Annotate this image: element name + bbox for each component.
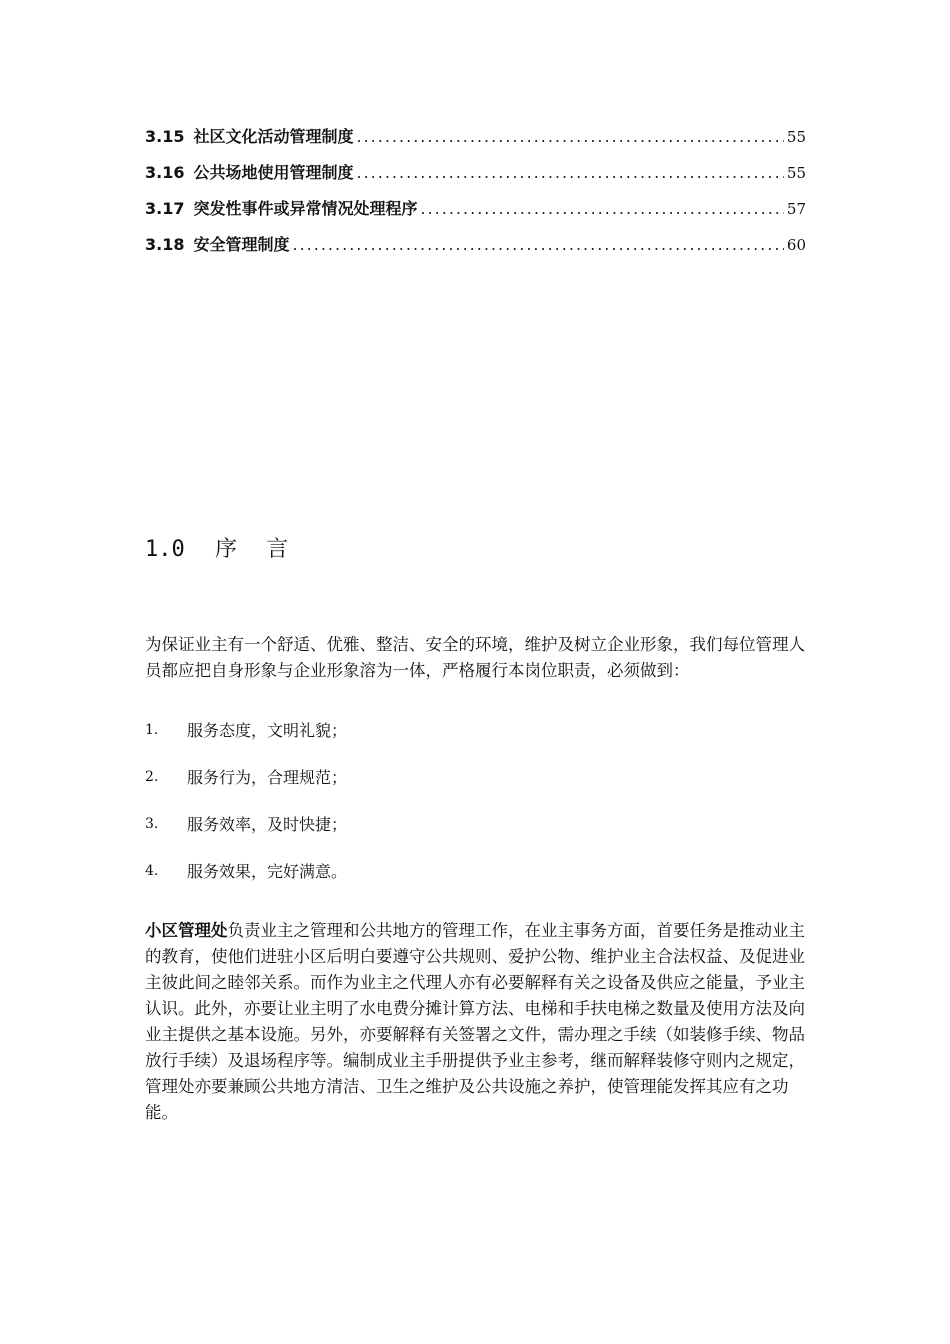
list-item-text: 服务态度，文明礼貌； (187, 721, 348, 740)
list-item (145, 800, 805, 847)
toc-entry-page: 55 (786, 164, 806, 182)
list-item-number: 1. (145, 721, 159, 738)
toc-entry[interactable] (145, 160, 806, 196)
toc-dot-leader (357, 163, 784, 182)
toc-entry[interactable] (145, 124, 806, 160)
toc-entry-number: 3.17 (145, 199, 185, 218)
toc-entry-title: 公共场地使用管理制度 (193, 163, 354, 182)
list-item-text: 服务效率，及时快捷； (187, 815, 348, 834)
list-item (145, 847, 805, 894)
paragraph-lead-term: 小区管理处 (145, 921, 228, 940)
toc-dot-leader (421, 199, 784, 218)
section-number: 1.0 (145, 537, 185, 562)
list-item-number: 4. (145, 862, 159, 879)
toc-entry-title: 突发性事件或异常情况处理程序 (193, 199, 418, 218)
list-item (145, 753, 805, 800)
toc-entry-number: 3.15 (145, 127, 185, 146)
list-item (145, 706, 805, 753)
section-title: 序 言 (215, 537, 297, 562)
toc-entry[interactable] (145, 232, 806, 268)
list-item-number: 3. (145, 815, 159, 832)
toc-entry-page: 55 (786, 128, 806, 146)
toc-entry-page: 60 (786, 236, 806, 254)
requirements-list (145, 706, 805, 894)
management-office-paragraph (145, 918, 810, 1126)
list-item-text: 服务效果，完好满意。 (187, 862, 348, 881)
table-of-contents (145, 124, 806, 268)
toc-entry-title: 社区文化活动管理制度 (193, 127, 354, 146)
toc-entry-page: 57 (786, 200, 806, 218)
toc-entry-number: 3.18 (145, 235, 185, 254)
paragraph-body: 负责业主之管理和公共地方的管理工作，在业主事务方面，首要任务是推动业主的教育，使他们进驻小区后明白要遵守公共规则、爱护公物、维护业主合法权益、及促进业主彼此间之睦邻关系。而作为业主之代理人亦有必要解释有关之设备及供应之能量，予业主认识。此外，亦要让业主明了水电费分摊计算方法、电梯和手扶电梯之数量及使用方法及向业主提供之基本设施。另外，亦要解释有关签署之文件，需办理之手续（如装修手续、物品放行手续）及退场程序等。编制成业主手册提供予业主参考，继而解释装修守则内之规定，管理处亦要兼顾公共地方清洁、卫生之维护及公共设施之养护，使管理能发挥其应有之功能。 (145, 921, 805, 1122)
intro-paragraph: 为保证业主有一个舒适、优雅、整洁、安全的环境，维护及树立企业形象，我们每位管理人员都应把自身形象与企业形象溶为一体，严格履行本岗位职责，必须做到： (145, 635, 805, 680)
toc-dot-leader (293, 235, 784, 254)
section-heading (145, 532, 296, 563)
toc-entry-title: 安全管理制度 (193, 235, 290, 254)
toc-dot-leader (357, 127, 784, 146)
list-item-number: 2. (145, 768, 159, 785)
toc-entry[interactable] (145, 196, 806, 232)
list-item-text: 服务行为，合理规范； (187, 768, 348, 787)
toc-entry-number: 3.16 (145, 163, 185, 182)
